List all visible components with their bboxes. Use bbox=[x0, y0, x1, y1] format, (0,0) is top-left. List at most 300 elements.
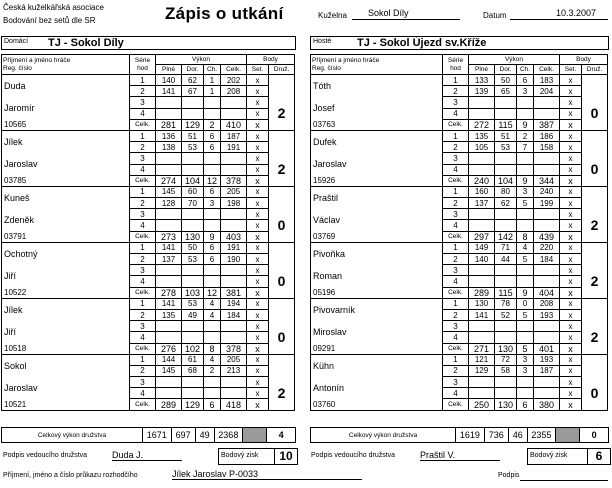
total-dor: 115 bbox=[495, 287, 517, 298]
home-team-bar bbox=[1, 36, 296, 50]
celk-value: 184 bbox=[534, 254, 560, 265]
set-number: 3 bbox=[443, 321, 469, 332]
player-firstname: Jiří bbox=[2, 321, 130, 343]
table-row bbox=[311, 186, 608, 197]
set-number: 1 bbox=[443, 75, 469, 86]
plne-value bbox=[469, 220, 495, 231]
table-row bbox=[2, 186, 295, 197]
ch-value: 5 bbox=[517, 309, 534, 320]
plne-value bbox=[156, 388, 182, 399]
set-number: 1 bbox=[443, 186, 469, 197]
dor-value: 67 bbox=[182, 86, 204, 97]
dor-value: 65 bbox=[495, 86, 517, 97]
total-ch: 5 bbox=[517, 343, 534, 354]
player-points: 2 bbox=[582, 209, 608, 243]
celk-value bbox=[221, 220, 247, 231]
ch-value: 5 bbox=[517, 254, 534, 265]
dor-value: 70 bbox=[182, 198, 204, 209]
ch-value: 3 bbox=[517, 354, 534, 365]
set-number: 2 bbox=[130, 309, 156, 320]
set-number: 2 bbox=[130, 86, 156, 97]
dor-value: 44 bbox=[495, 254, 517, 265]
player-surname: Kühn bbox=[311, 354, 443, 376]
set-points: x bbox=[560, 153, 582, 164]
plne-value: 135 bbox=[156, 309, 182, 320]
table-row bbox=[311, 287, 608, 298]
set-number: 3 bbox=[130, 97, 156, 108]
guest-total-plne: 1619 bbox=[456, 428, 485, 443]
home-total-dor: 697 bbox=[171, 428, 195, 443]
plne-value bbox=[469, 377, 495, 388]
set-points: x bbox=[560, 209, 582, 220]
total-plne: 276 bbox=[156, 343, 182, 354]
total-ch: 8 bbox=[204, 343, 221, 354]
guest-bodovy-box bbox=[527, 448, 611, 465]
player-reg: 10565 bbox=[2, 119, 130, 130]
dor-value bbox=[182, 321, 204, 332]
referee-label: Příjmení, jméno a číslo průkazu rozhodčího bbox=[3, 472, 138, 479]
ch-value bbox=[517, 332, 534, 343]
plne-value bbox=[469, 276, 495, 287]
set-points: x bbox=[247, 388, 269, 399]
home-col-player-name: Příjmení a jméno hráče bbox=[3, 56, 71, 64]
total-plne: 274 bbox=[156, 175, 182, 186]
home-col-druz: Druž. bbox=[269, 65, 295, 75]
player-points: 2 bbox=[269, 377, 295, 411]
table-row bbox=[311, 153, 608, 164]
dor-value: 53 bbox=[495, 142, 517, 153]
dor-value: 58 bbox=[495, 365, 517, 376]
set-points: x bbox=[247, 321, 269, 332]
celk-value: 199 bbox=[534, 198, 560, 209]
set-number: 3 bbox=[443, 153, 469, 164]
dor-value: 51 bbox=[182, 130, 204, 141]
total-celk: 378 bbox=[221, 175, 247, 186]
player-points: 0 bbox=[582, 377, 608, 411]
celk-value bbox=[221, 108, 247, 119]
set-number: 1 bbox=[130, 242, 156, 253]
set-points: x bbox=[247, 164, 269, 175]
home-captain-signature: Duda J. bbox=[112, 450, 182, 461]
home-captain-label: Podpis vedoucího družstva bbox=[3, 452, 88, 459]
celk-value bbox=[534, 332, 560, 343]
plne-value bbox=[156, 321, 182, 332]
celk-value bbox=[534, 265, 560, 276]
total-celk: 410 bbox=[221, 119, 247, 130]
total-plne: 272 bbox=[469, 119, 495, 130]
player-points: 0 bbox=[269, 265, 295, 299]
table-row bbox=[311, 75, 608, 86]
table-row bbox=[2, 231, 295, 242]
celk-value bbox=[221, 321, 247, 332]
set-number: 4 bbox=[443, 164, 469, 175]
ch-value: 6 bbox=[204, 142, 221, 153]
dor-value bbox=[182, 377, 204, 388]
guest-label: Hosté bbox=[313, 38, 332, 45]
set-points: x bbox=[247, 86, 269, 97]
plne-value: 129 bbox=[469, 365, 495, 376]
set-points: x bbox=[247, 97, 269, 108]
player-firstname: Roman bbox=[311, 265, 443, 287]
table-row bbox=[2, 298, 295, 309]
total-ch: 6 bbox=[204, 399, 221, 410]
ch-value bbox=[204, 220, 221, 231]
total-set: x bbox=[560, 343, 582, 354]
celk-value bbox=[221, 265, 247, 276]
total-label: Celk. bbox=[443, 175, 469, 186]
table-row bbox=[2, 242, 295, 253]
guest-bodovy-label: Bodový zisk bbox=[530, 452, 568, 459]
set-points: x bbox=[560, 75, 582, 86]
total-celk: 381 bbox=[221, 287, 247, 298]
total-celk: 387 bbox=[534, 119, 560, 130]
dor-value: 53 bbox=[182, 298, 204, 309]
guest-team-bar bbox=[310, 36, 609, 50]
celk-value: 184 bbox=[221, 309, 247, 320]
set-number: 1 bbox=[443, 354, 469, 365]
total-label: Celk. bbox=[130, 119, 156, 130]
home-score-table bbox=[1, 54, 296, 411]
set-points: x bbox=[560, 220, 582, 231]
total-dor: 104 bbox=[182, 175, 204, 186]
player-firstname: Jaromír bbox=[2, 97, 130, 119]
total-ch: 9 bbox=[517, 287, 534, 298]
table-row bbox=[2, 321, 295, 332]
set-number: 4 bbox=[130, 332, 156, 343]
set-points: x bbox=[247, 130, 269, 141]
druz-empty bbox=[269, 354, 295, 376]
set-points: x bbox=[560, 142, 582, 153]
set-number: 3 bbox=[443, 209, 469, 220]
set-points: x bbox=[247, 220, 269, 231]
player-firstname: Antonín bbox=[311, 377, 443, 399]
guest-captain-signature: Praštil V. bbox=[420, 450, 500, 461]
dor-value bbox=[495, 108, 517, 119]
player-points: 2 bbox=[582, 265, 608, 299]
celk-value bbox=[221, 153, 247, 164]
alley-label: Kuželna bbox=[318, 11, 347, 20]
set-number: 2 bbox=[130, 142, 156, 153]
plne-value: 141 bbox=[156, 86, 182, 97]
celk-value: 204 bbox=[534, 86, 560, 97]
set-points: x bbox=[247, 309, 269, 320]
celk-value bbox=[221, 97, 247, 108]
table-row bbox=[2, 119, 295, 130]
celk-value: 158 bbox=[534, 142, 560, 153]
plne-value bbox=[156, 164, 182, 175]
table-row bbox=[311, 97, 608, 108]
ch-value bbox=[204, 388, 221, 399]
dor-value bbox=[182, 97, 204, 108]
ch-value bbox=[517, 321, 534, 332]
ch-value: 6 bbox=[204, 186, 221, 197]
set-number: 1 bbox=[130, 130, 156, 141]
guest-col-set: Série hod bbox=[443, 55, 469, 75]
dor-value: 60 bbox=[182, 186, 204, 197]
total-dor: 104 bbox=[495, 175, 517, 186]
total-celk: 418 bbox=[221, 399, 247, 410]
dor-value bbox=[495, 153, 517, 164]
set-number: 2 bbox=[130, 254, 156, 265]
guest-total-dor: 736 bbox=[484, 428, 508, 443]
set-points: x bbox=[247, 354, 269, 365]
set-points: x bbox=[247, 142, 269, 153]
set-points: x bbox=[560, 86, 582, 97]
player-firstname: Václav bbox=[311, 209, 443, 231]
document-title: Zápis o utkání bbox=[165, 4, 284, 23]
celk-value: 240 bbox=[534, 186, 560, 197]
guest-col-body: Body bbox=[560, 55, 608, 65]
player-firstname: Zdeněk bbox=[2, 209, 130, 231]
date-label: Datum bbox=[483, 11, 507, 20]
plne-value: 137 bbox=[469, 198, 495, 209]
druz-empty bbox=[582, 130, 608, 152]
celk-value bbox=[534, 321, 560, 332]
set-points: x bbox=[560, 309, 582, 320]
home-label: Domácí bbox=[4, 38, 29, 45]
player-reg: 15926 bbox=[311, 175, 443, 186]
ch-value bbox=[517, 276, 534, 287]
player-surname: Jílek bbox=[2, 130, 130, 152]
scoring-note: Bodování bez setů dle SR bbox=[3, 16, 96, 25]
plne-value: 160 bbox=[469, 186, 495, 197]
plne-value: 130 bbox=[469, 298, 495, 309]
total-celk: 344 bbox=[534, 175, 560, 186]
total-plne: 271 bbox=[469, 343, 495, 354]
set-points: x bbox=[247, 108, 269, 119]
guest-grid bbox=[310, 54, 608, 411]
set-number: 3 bbox=[130, 209, 156, 220]
guest-col-celk: Celk. bbox=[534, 65, 560, 75]
ch-value bbox=[517, 377, 534, 388]
set-number: 2 bbox=[443, 86, 469, 97]
table-row bbox=[2, 343, 295, 354]
total-dor: 130 bbox=[495, 343, 517, 354]
ch-value bbox=[517, 108, 534, 119]
org-name: Česká kuželkářská asociace bbox=[3, 3, 104, 12]
plne-value: 141 bbox=[156, 242, 182, 253]
total-dor: 115 bbox=[495, 119, 517, 130]
set-number: 1 bbox=[130, 298, 156, 309]
home-total-grey bbox=[243, 428, 267, 443]
total-ch: 6 bbox=[517, 399, 534, 410]
set-points: x bbox=[247, 265, 269, 276]
set-points: x bbox=[560, 198, 582, 209]
table-row bbox=[311, 399, 608, 410]
guest-summary bbox=[310, 427, 609, 443]
druz-empty bbox=[269, 298, 295, 320]
table-row bbox=[311, 377, 608, 388]
dor-value bbox=[182, 388, 204, 399]
total-dor: 129 bbox=[182, 399, 204, 410]
plne-value: 138 bbox=[156, 142, 182, 153]
home-col-body: Body bbox=[247, 55, 295, 65]
celk-value bbox=[221, 164, 247, 175]
celk-value bbox=[221, 377, 247, 388]
total-plne: 289 bbox=[156, 399, 182, 410]
set-number: 2 bbox=[443, 198, 469, 209]
dor-value bbox=[495, 209, 517, 220]
ch-value bbox=[517, 153, 534, 164]
home-bodovy-box bbox=[218, 448, 298, 465]
home-col-player bbox=[2, 55, 130, 75]
plne-value: 135 bbox=[469, 130, 495, 141]
guest-total-label: Celkový výkon družstva bbox=[311, 428, 456, 443]
celk-value bbox=[534, 97, 560, 108]
total-dor: 129 bbox=[182, 119, 204, 130]
total-set: x bbox=[560, 231, 582, 242]
dor-value: 51 bbox=[495, 130, 517, 141]
guest-total-grey bbox=[556, 428, 580, 443]
home-col-ch: Ch. bbox=[204, 65, 221, 75]
total-celk: 403 bbox=[221, 231, 247, 242]
dor-value: 62 bbox=[182, 75, 204, 86]
celk-value: 186 bbox=[534, 130, 560, 141]
ch-value bbox=[204, 108, 221, 119]
ch-value bbox=[517, 164, 534, 175]
ch-value: 2 bbox=[517, 130, 534, 141]
ch-value: 4 bbox=[517, 242, 534, 253]
set-points: x bbox=[560, 97, 582, 108]
celk-value bbox=[534, 153, 560, 164]
total-plne: 278 bbox=[156, 287, 182, 298]
plne-value: 105 bbox=[469, 142, 495, 153]
table-row bbox=[311, 119, 608, 130]
set-points: x bbox=[560, 388, 582, 399]
celk-value: 205 bbox=[221, 186, 247, 197]
set-points: x bbox=[247, 186, 269, 197]
ch-value: 3 bbox=[517, 186, 534, 197]
druz-empty bbox=[582, 242, 608, 264]
home-bodovy-value: 10 bbox=[274, 449, 297, 464]
set-points: x bbox=[560, 321, 582, 332]
celk-value: 191 bbox=[221, 242, 247, 253]
dor-value bbox=[495, 388, 517, 399]
dor-value: 62 bbox=[495, 198, 517, 209]
set-points: x bbox=[560, 130, 582, 141]
dor-value: 52 bbox=[495, 309, 517, 320]
celk-value: 205 bbox=[221, 354, 247, 365]
plne-value: 145 bbox=[156, 186, 182, 197]
set-points: x bbox=[560, 365, 582, 376]
plne-value: 128 bbox=[156, 198, 182, 209]
set-points: x bbox=[247, 332, 269, 343]
plne-value: 139 bbox=[469, 86, 495, 97]
ch-value bbox=[204, 97, 221, 108]
total-label: Celk. bbox=[443, 231, 469, 242]
celk-value bbox=[534, 220, 560, 231]
set-points: x bbox=[560, 186, 582, 197]
home-col-vykon: Výkon bbox=[156, 55, 247, 65]
set-number: 1 bbox=[443, 298, 469, 309]
celk-value: 193 bbox=[534, 309, 560, 320]
set-points: x bbox=[247, 198, 269, 209]
plne-value: 133 bbox=[469, 75, 495, 86]
ch-value bbox=[204, 153, 221, 164]
table-row bbox=[2, 265, 295, 276]
dor-value bbox=[182, 276, 204, 287]
table-row bbox=[311, 298, 608, 309]
celk-value bbox=[534, 377, 560, 388]
celk-value bbox=[534, 164, 560, 175]
set-number: 3 bbox=[443, 265, 469, 276]
total-dor: 142 bbox=[495, 231, 517, 242]
table-row bbox=[311, 354, 608, 365]
celk-value: 220 bbox=[534, 242, 560, 253]
celk-value: 202 bbox=[221, 75, 247, 86]
plne-value: 136 bbox=[156, 130, 182, 141]
date-value: 10.3.2007 bbox=[510, 8, 608, 20]
total-set: x bbox=[560, 399, 582, 410]
set-number: 4 bbox=[443, 220, 469, 231]
ch-value: 3 bbox=[517, 86, 534, 97]
total-plne: 273 bbox=[156, 231, 182, 242]
dor-value: 49 bbox=[182, 309, 204, 320]
player-surname: Duda bbox=[2, 75, 130, 97]
dor-value: 53 bbox=[182, 254, 204, 265]
player-reg: 10522 bbox=[2, 287, 130, 298]
ch-value bbox=[204, 209, 221, 220]
dor-value bbox=[182, 220, 204, 231]
dor-value bbox=[495, 276, 517, 287]
ch-value: 5 bbox=[517, 198, 534, 209]
table-row bbox=[2, 130, 295, 141]
dor-value: 68 bbox=[182, 365, 204, 376]
total-dor: 130 bbox=[495, 399, 517, 410]
dor-value bbox=[495, 220, 517, 231]
total-celk: 378 bbox=[221, 343, 247, 354]
ch-value bbox=[204, 332, 221, 343]
druz-empty bbox=[582, 354, 608, 376]
total-label: Celk. bbox=[130, 399, 156, 410]
set-points: x bbox=[560, 164, 582, 175]
dor-value: 61 bbox=[182, 354, 204, 365]
total-set: x bbox=[247, 119, 269, 130]
plne-value: 144 bbox=[156, 354, 182, 365]
celk-value bbox=[534, 388, 560, 399]
player-firstname: Jaroslav bbox=[2, 153, 130, 175]
set-points: x bbox=[247, 75, 269, 86]
ch-value bbox=[517, 97, 534, 108]
total-set: x bbox=[560, 119, 582, 130]
set-number: 4 bbox=[443, 388, 469, 399]
dor-value bbox=[495, 321, 517, 332]
ch-value: 1 bbox=[204, 86, 221, 97]
plne-value bbox=[156, 332, 182, 343]
player-surname: Kuneš bbox=[2, 186, 130, 208]
ch-value bbox=[517, 220, 534, 231]
table-row bbox=[311, 231, 608, 242]
signature-line bbox=[520, 469, 608, 481]
total-plne: 297 bbox=[469, 231, 495, 242]
ch-value bbox=[204, 164, 221, 175]
celk-value: 213 bbox=[221, 365, 247, 376]
set-number: 3 bbox=[130, 153, 156, 164]
druz-empty bbox=[269, 242, 295, 264]
set-number: 1 bbox=[130, 186, 156, 197]
total-celk: 404 bbox=[534, 287, 560, 298]
plne-value bbox=[469, 332, 495, 343]
set-number: 1 bbox=[130, 354, 156, 365]
guest-total-celk: 2355 bbox=[527, 428, 556, 443]
set-number: 4 bbox=[130, 220, 156, 231]
set-number: 3 bbox=[130, 321, 156, 332]
total-set: x bbox=[247, 399, 269, 410]
celk-value bbox=[221, 388, 247, 399]
ch-value: 4 bbox=[204, 309, 221, 320]
signature-label: Podpis bbox=[498, 472, 520, 479]
set-points: x bbox=[560, 276, 582, 287]
